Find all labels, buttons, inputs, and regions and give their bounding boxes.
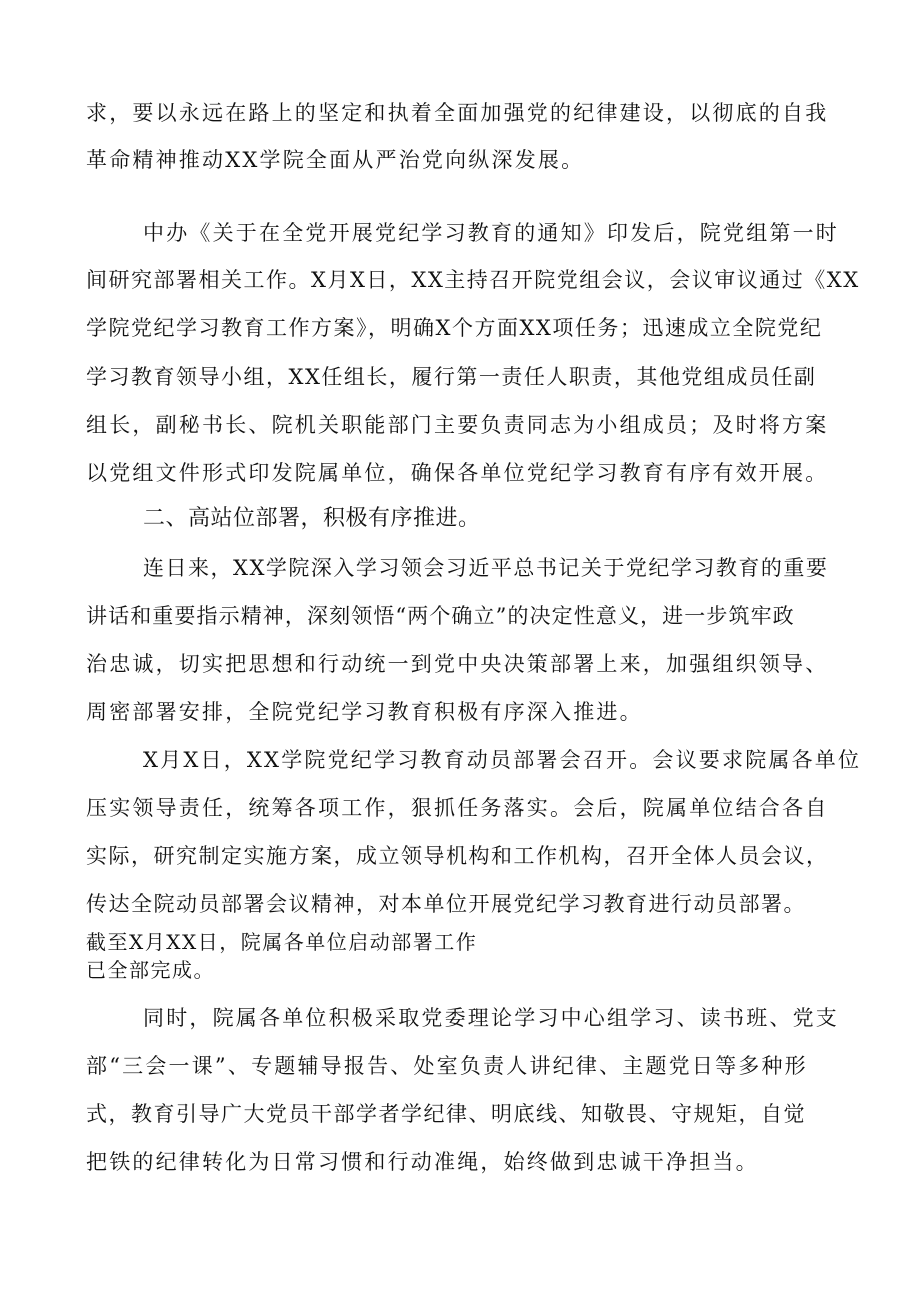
section-heading: 二、高站位部署，积极有序推进。	[143, 506, 481, 531]
text-line: 治忠诚，切实把思想和行动统一到党中央决策部署上来，加强组织领导、	[86, 652, 829, 676]
text-line: 把铁的纪律转化为日常习惯和行动准绳，始终做到忠诚干净担当。	[86, 1150, 759, 1174]
text-line: 实际，研究制定实施方案，成立领导机构和工作机构，召开全体人员会议，	[86, 844, 829, 868]
text-line: 学习教育领导小组，XX任组长，履行第一责任人职责，其他党组成员任副	[86, 365, 817, 389]
text-line: 以党组文件形式印发院属单位，确保各单位党纪学习教育有序有效开展。	[86, 461, 829, 485]
text-line: 革命精神推动XX学院全面从严治党向纵深发展。	[86, 148, 585, 172]
text-line: 部“三会一课”、专题辅导报告、处室负责人讲纪律、主题党日等多种形	[86, 1054, 808, 1078]
text-line: 讲话和重要指示精神，深刻领悟“两个确立”的决定性意义，进一步筑牢政	[86, 604, 795, 628]
text-line: 截至X月XX日，院属各单位启动部署工作	[86, 930, 478, 954]
text-line: 传达全院动员部署会议精神，对本单位开展党纪学习教育进行动员部署。	[86, 892, 806, 916]
text-line: 求，要以永远在路上的坚定和执着全面加强党的纪律建设，以彻底的自我	[86, 101, 829, 125]
text-line: 间研究部署相关工作。X月X日，XX主持召开院党组会议，会议审议通过《XX	[86, 268, 860, 292]
text-line: 式，教育引导广大党员干部学者学纪律、明底线、知敬畏、守规矩，自觉	[86, 1102, 806, 1126]
text-line: 周密部署安排，全院党纪学习教育积极有序深入推进。	[86, 700, 643, 724]
text-line: 学院党纪学习教育工作方案》，明确X个方面XX项任务；迅速成立全院党纪	[86, 316, 823, 340]
text-line: X月X日，XX学院党纪学习教育动员部署会召开。会议要求院属各单位	[143, 748, 862, 772]
text-line: 压实领导责任，统筹各项工作，狠抓任务落实。会后，院属单位结合各自	[86, 796, 829, 820]
text-line: 连日来，XX学院深入学习领会习近平总书记关于党纪学习教育的重要	[143, 556, 829, 580]
text-line: 同时，院属各单位积极采取党委理论学习中心组学习、读书班、党支	[143, 1006, 839, 1030]
text-line: 中办《关于在全党开展党纪学习教育的通知》印发后，院党组第一时	[143, 221, 839, 245]
text-line: 已全部完成。	[86, 958, 215, 982]
text-line: 组长，副秘书长、院机关职能部门主要负责同志为小组成员；及时将方案	[86, 413, 829, 437]
